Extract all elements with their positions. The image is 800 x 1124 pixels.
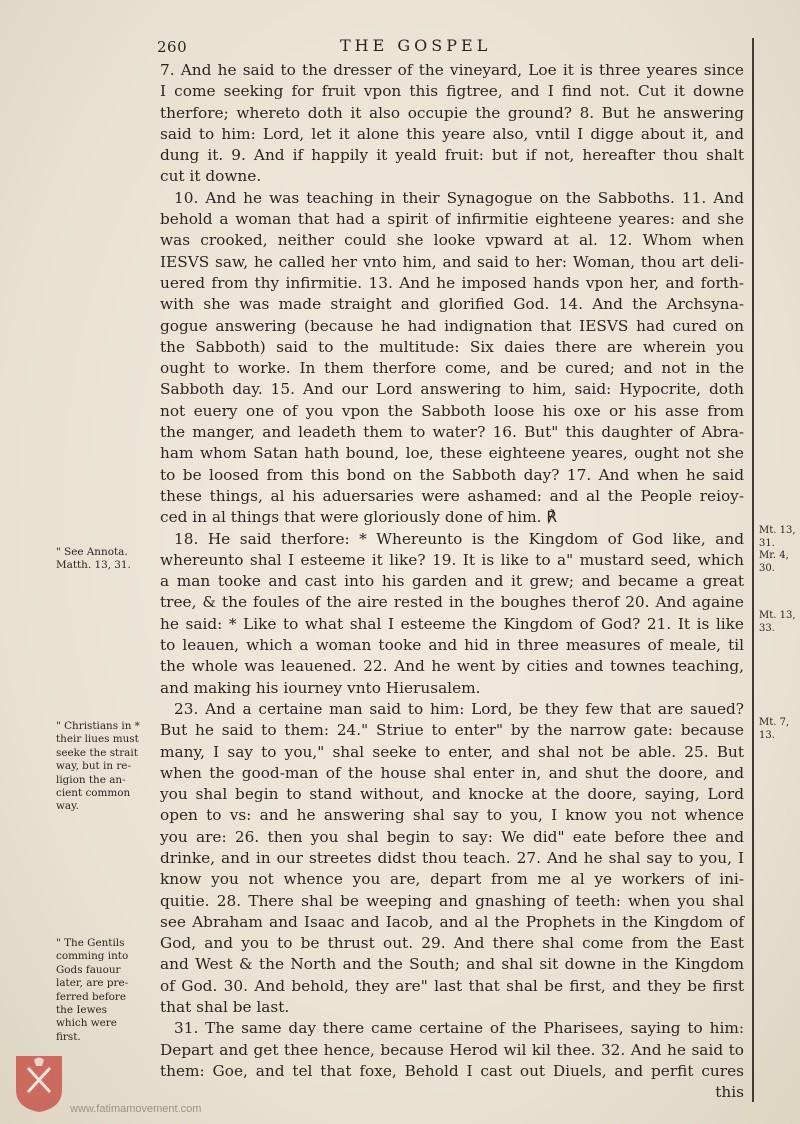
running-title: THE GOSPEL bbox=[340, 36, 492, 55]
text-line: he said: * Like to what shal I esteeme the Kingdom of God? 21. It is like bbox=[160, 614, 744, 633]
text-line: 18. He said therfore: * Whereunto is the Kingdom of God like, and bbox=[174, 529, 744, 548]
text-line: cut it downe. bbox=[160, 167, 262, 186]
text-line: gogue answering (because he had indignation that IESVS had cured on bbox=[160, 316, 744, 335]
margin-note-annotation: " See Annota. Matth. 13, 31. bbox=[56, 546, 131, 572]
text-line: with she was made straight and glorified God. 14. And the Archsyna- bbox=[160, 295, 744, 314]
text-line: But he said to them: 24." Striue to enter" by the narrow gate: because bbox=[160, 721, 744, 740]
margin-rule bbox=[752, 38, 754, 1102]
text-line: the Sabboth) said to the multitude: Six daies there are wherein you bbox=[160, 337, 744, 356]
text-line: to leauen, which a woman tooke and hid in three measures of meale, til bbox=[160, 636, 744, 655]
text-line: 31. The same day there came certaine of the Pharisees, saying to him: bbox=[174, 1019, 744, 1038]
text-line: said to him: Lord, let it alone this yeare also, vntil I digge about it, and bbox=[160, 124, 744, 143]
text-line: was crooked, neither could she looke vpward at al. 12. Whom when bbox=[160, 231, 744, 250]
margin-ref-mustard: Mt. 13, 31. Mr. 4, 30. bbox=[759, 525, 796, 574]
margin-note-narrow-way: " Christians in * their liues must seeke the strait way, but in re- ligion the an- cient common way. bbox=[56, 720, 140, 813]
text-line: them: Goe, and tel that foxe, Behold I cast out Diuels, and perfit cures bbox=[160, 1061, 744, 1080]
text-line: and West & the North and the South; and shal sit downe in the Kingdom bbox=[160, 955, 744, 974]
margin-ref-narrow-gate: Mt. 7, 13. bbox=[759, 717, 790, 741]
text-line: IESVS saw, he called her vnto him, and said to her: Woman, thou art deli- bbox=[160, 252, 744, 271]
text-line: when the good-man of the house shal enter in, and shut the doore, and bbox=[160, 763, 744, 782]
body-text bbox=[160, 60, 744, 1104]
text-line: drinke, and in our streetes didst thou teach. 27. And he shal say to you, I bbox=[160, 848, 744, 867]
page-header bbox=[0, 36, 800, 60]
text-line: ced in al things that were gloriously done of him. ℟ bbox=[160, 508, 557, 527]
text-line: dung it. 9. And if happily it yeald fruit: but if not, hereafter thou shalt bbox=[160, 146, 744, 165]
text-line: these things, al his aduersaries were ashamed: and al the People reioy- bbox=[160, 486, 744, 505]
text-line: uered from thy infirmitie. 13. And he imposed hands vpon her, and forth- bbox=[160, 273, 744, 292]
text-line: Depart and get thee hence, because Herod wil kil thee. 32. And he said to bbox=[160, 1040, 744, 1059]
watermark-url: www.fatimamovement.com bbox=[70, 1103, 202, 1115]
text-line: to be loosed from this bond on the Sabboth day? 17. And when he said bbox=[160, 465, 744, 484]
papal-seal-icon bbox=[12, 1052, 66, 1114]
text-line: not euery one of you vpon the Sabboth loose his oxe or his asse from bbox=[160, 401, 744, 420]
page-number: 260 bbox=[157, 38, 188, 56]
text-line: open to vs: and he answering shal say to you, I know you not whence bbox=[160, 806, 744, 825]
text-line: and making his iourney vnto Hierusalem. bbox=[160, 678, 481, 697]
text-line: see Abraham and Isaac and Iacob, and al the Prophets in the Kingdom of bbox=[160, 912, 744, 931]
text-line: the whole was leauened. 22. And he went by cities and townes teaching, bbox=[160, 657, 744, 676]
text-line: that shal be last. bbox=[160, 998, 290, 1017]
margin-ref-leaven: Mt. 13, 33. bbox=[759, 610, 796, 634]
text-line: Sabboth day. 15. And our Lord answering to him, said: Hypocrite, doth bbox=[160, 380, 744, 399]
text-line: I come seeking for fruit vpon this figtree, and I find not. Cut it downe bbox=[160, 82, 744, 101]
text-line: of God. 30. And behold, they are" last that shal be first, and they be first bbox=[160, 976, 744, 995]
text-line: quitie. 28. There shal be weeping and gnashing of teeth: when you shal bbox=[160, 891, 744, 910]
catchword: this bbox=[715, 1083, 744, 1102]
text-line: know you not whence you are, depart from me al ye workers of ini- bbox=[160, 870, 744, 889]
text-line: 10. And he was teaching in their Synagogue on the Sabboths. 11. And bbox=[174, 188, 744, 207]
text-line: the manger, and leadeth them to water? 16. But" this daughter of Abra- bbox=[160, 423, 744, 442]
text-line: ought to worke. In them therfore come, and be cured; and not in the bbox=[160, 359, 744, 378]
text-line: 7. And he said to the dresser of the vineyard, Loe it is three yeares since bbox=[160, 61, 744, 79]
text-line: a man tooke and cast into his garden and it grew; and became a great bbox=[160, 572, 744, 591]
text-line: whereunto shal I esteeme it like? 19. It is like to a" mustard seed, which bbox=[160, 550, 744, 569]
text-line: tree, & the foules of the aire rested in the boughes therof 20. And againe bbox=[160, 593, 744, 612]
text-line: 23. And a certaine man said to him: Lord, be they few that are saued? bbox=[174, 699, 744, 718]
text-line: God, and you to be thrust out. 29. And there shal come from the East bbox=[160, 934, 744, 953]
text-line: behold a woman that had a spirit of infirmitie eighteene yeares: and she bbox=[160, 210, 744, 229]
text-line: ham whom Satan hath bound, loe, these eighteene yeares, ought not she bbox=[160, 444, 744, 463]
text-line: many, I say to you," shal seeke to enter, and shal not be able. 25. But bbox=[160, 742, 744, 761]
text-line: you shal begin to stand without, and knocke at the doore, saying, Lord bbox=[160, 785, 744, 804]
text-line: you are: 26. then you shal begin to say: We did" eate before thee and bbox=[160, 827, 744, 846]
margin-note-gentiles: " The Gentils comming into Gods fauour later, are pre- ferred before the Iewes which were first. bbox=[56, 937, 129, 1043]
text-line: therfore; whereto doth it also occupie the ground? 8. But he answering bbox=[160, 103, 744, 122]
